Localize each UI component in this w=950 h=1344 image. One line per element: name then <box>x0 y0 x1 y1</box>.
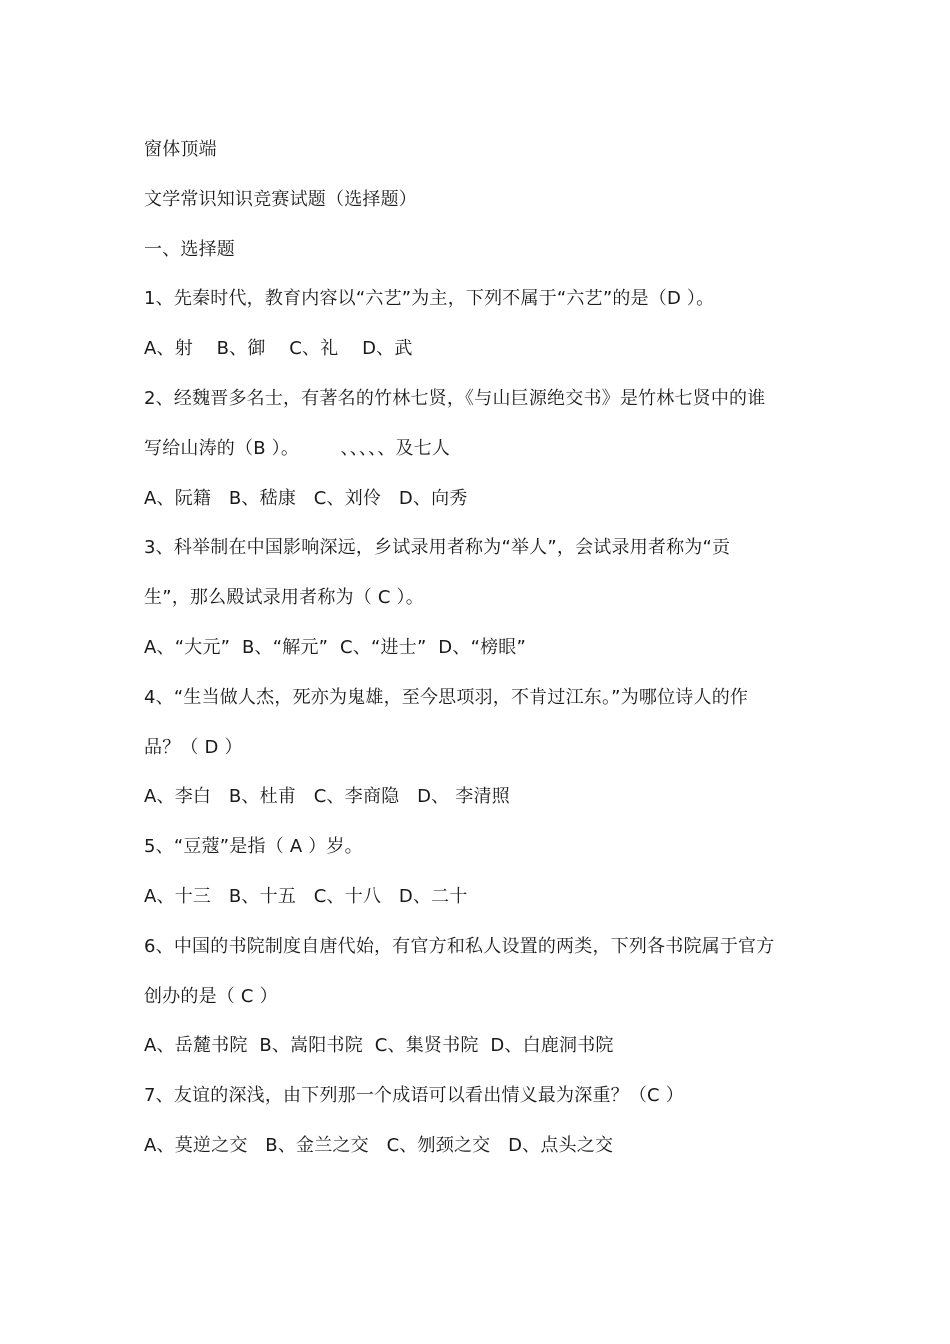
question-3-line-2: 生”，那么殿试录用者称为（ C ）。 <box>144 587 424 609</box>
document-content <box>144 132 824 1178</box>
question-2-line-2: 写给山涛的（B ）。 、、、、、及七人 <box>144 437 451 459</box>
question-6-line-1: 6、中国的书院制度自唐代始，有官方和私人设置的两类，下列各书院属于官方 <box>144 935 775 957</box>
question-6-options: A、岳麓书院 B、嵩阳书院 C、集贤书院 D、白鹿洞书院 <box>144 1035 614 1057</box>
form-top-label: 窗体顶端 <box>144 139 217 160</box>
section-heading: 一、选择题 <box>144 238 235 260</box>
question-4-line-2: 品？（ D ） <box>144 736 243 758</box>
document-title: 文学常识知识竞赛试题（选择题） <box>144 188 417 210</box>
question-7-options: A、莫逆之交 B、金兰之交 C、刎颈之交 D、点头之交 <box>144 1134 614 1156</box>
question-2-line-1: 2、经魏晋多名士，有著名的竹林七贤，《与山巨源绝交书》是竹林七贤中的谁 <box>144 387 766 409</box>
question-3-options: A、“大元” B、“解元” C、“进士” D、“榜眼” <box>144 636 527 658</box>
question-4-line-1: 4、“生当做人杰，死亦为鬼雄，至今思项羽，不肯过江东。”为哪位诗人的作 <box>144 686 749 708</box>
question-7: 7、友谊的深浅，由下列那一个成语可以看出情义最为深重？（C ） <box>144 1085 684 1107</box>
question-1: 1、先秦时代，教育内容以“六艺”为主，下列不属于“六艺”的是（D ）。 <box>144 288 715 310</box>
question-5-options: A、十三 B、十五 C、十八 D、二十 <box>144 885 468 907</box>
question-2-options: A、阮籍 B、嵇康 C、刘伶 D、向秀 <box>144 487 468 509</box>
question-3-line-1: 3、科举制在中国影响深远，乡试录用者称为“举人”，会试录用者称为“贡 <box>144 537 731 559</box>
question-4-options: A、李白 B、杜甫 C、李商隐 D、 李清照 <box>144 786 510 808</box>
question-6-line-2: 创办的是（ C ） <box>144 985 278 1007</box>
question-5: 5、“豆蔻”是指（ A ）岁。 <box>144 836 363 858</box>
question-1-options: A、射 B、御 C、礼 D、武 <box>144 338 413 360</box>
